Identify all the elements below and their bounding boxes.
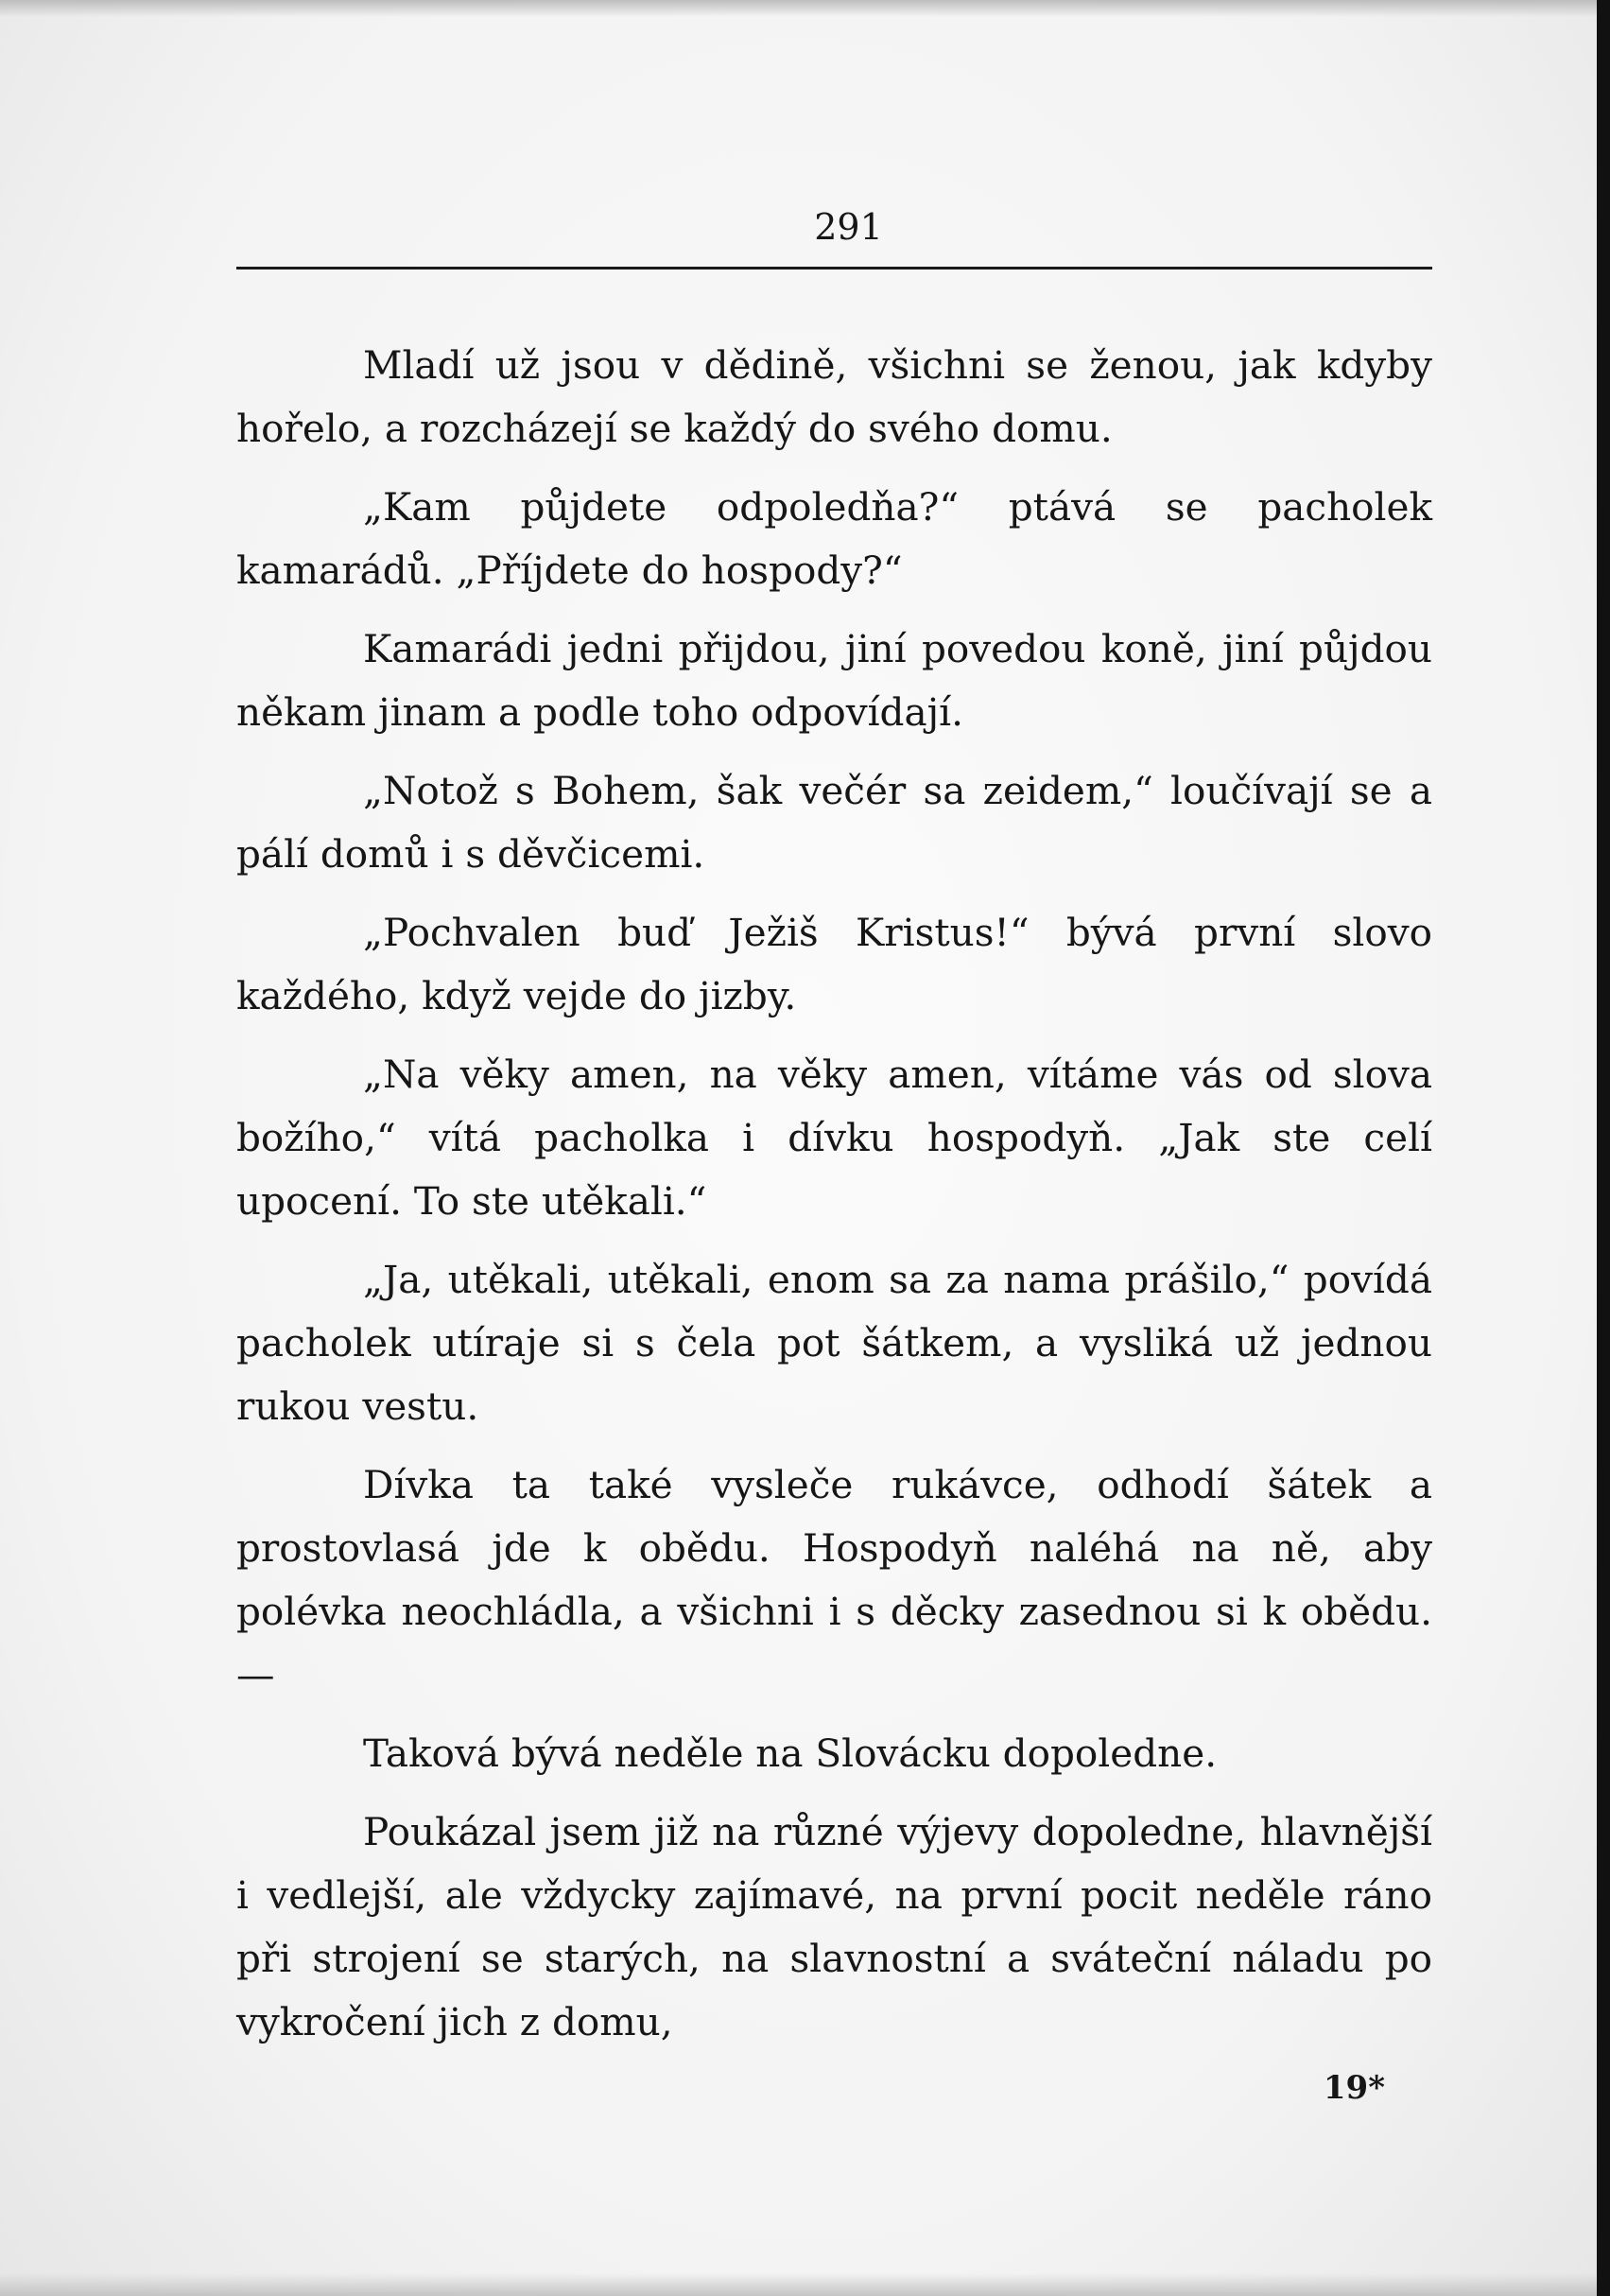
paragraph: „Pochvalen buď Ježiš Kristus!“ bývá první slovo každého, když vejde do jizby. [236, 910, 1432, 1018]
paragraph: Taková bývá neděle na Slovácku dopoledne. [363, 1731, 1218, 1776]
header-rule [236, 267, 1432, 270]
scan-edge-top [0, 0, 1610, 17]
paragraph: Kamarádi jedni přijdou, jiní povedou koně, jiní půjdou někam jinam a podle toho odpovídají. [236, 626, 1432, 735]
paragraph: „Na věky amen, na věky amen, vítáme vás od slova božího,“ vítá pacholka i dívku hospodyň. „Jak ste celí upocení. To ste utěkali.“ [236, 1052, 1432, 1224]
paragraph: Dívka ta také vysleče rukávce, odhodí šátek a prostovlasá jde k obědu. Hospodyň naléhá na ně, aby polévka neochládla, a všichni i s děcky zasednou si k obědu. — [236, 1462, 1432, 1697]
signature-mark: 19* [1323, 2069, 1385, 2107]
paragraph: „Notož s Bohem, šak večér sa zeidem,“ loučívají se a pálí domů i s děvčicemi. [236, 768, 1432, 877]
paragraph: Poukázal jsem již na různé výjevy dopoledne, hlavnější i vedlejší, ale vždycky zajímavé, na první pocit neděle ráno při strojení se starých, na slavnostní a sváteční náladu po vykročení jich z domu, [236, 1809, 1432, 2044]
page-number: 291 [814, 206, 883, 248]
paragraph: „Ja, utěkali, utěkali, enom sa za nama prášilo,“ povídá pacholek utíraje si s čela pot šátkem, a vysliká už jednou rukou vestu. [236, 1257, 1432, 1429]
book-page [236, 199, 1432, 2107]
paragraph: „Kam půjdete odpoledňa?“ ptává se pacholek kamarádů. „Příjdete do hospody?“ [236, 484, 1432, 593]
scan-edge-right [1597, 0, 1610, 2296]
paragraph: Mladí už jsou v dědině, všichni se ženou, jak kdyby hořelo, a rozcházejí se každý do svého domu. [236, 342, 1432, 451]
scan-edge-bottom [0, 2273, 1610, 2296]
